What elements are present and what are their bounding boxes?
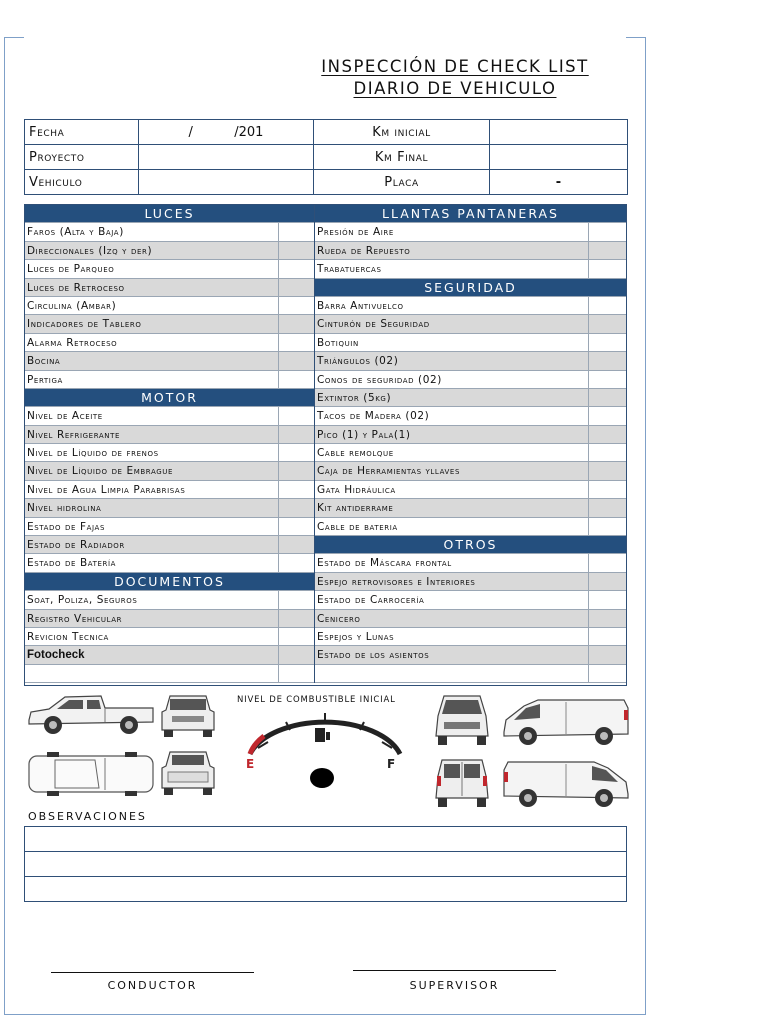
km-final-label: Km Final (314, 145, 490, 170)
checklist-item-checkbox[interactable] (588, 591, 626, 608)
checklist-item-checkbox[interactable] (588, 499, 626, 516)
checklist-grid (24, 204, 627, 686)
frame-left-border (4, 37, 5, 1015)
checklist-item-checkbox[interactable] (278, 352, 314, 369)
van-side-view-right-icon (500, 756, 632, 812)
checklist-item-checkbox[interactable] (278, 536, 314, 553)
checklist-item-label: Rueda de Repuesto (317, 244, 411, 257)
proyecto-field[interactable] (139, 145, 314, 170)
checklist-item-checkbox[interactable] (588, 481, 626, 498)
checklist-left-column (25, 205, 314, 683)
checklist-item-label: Kit antiderrame (317, 502, 394, 515)
checklist-item-checkbox[interactable] (278, 518, 314, 535)
left-checklist-item[interactable] (25, 297, 314, 315)
checklist-item-checkbox[interactable] (278, 628, 314, 645)
left-checklist-item[interactable] (25, 260, 314, 278)
checklist-item-label: Nivel Refrigerante (27, 428, 120, 441)
placa-label: Placa (314, 170, 490, 195)
checklist-item-checkbox[interactable] (588, 628, 626, 645)
right-checklist-item[interactable] (315, 315, 626, 333)
checklist-item-checkbox[interactable] (278, 499, 314, 516)
checklist-item-label: Bocina (27, 355, 61, 368)
checklist-item-label: Fotocheck (27, 649, 85, 662)
proyecto-label: Proyecto (25, 145, 139, 170)
checklist-item-checkbox[interactable] (588, 573, 626, 590)
section-header-label: LUCES (144, 206, 195, 221)
pickup-side-view-icon (25, 690, 157, 740)
checklist-item-checkbox[interactable] (278, 371, 314, 388)
checklist-item-label: Cable remolque (317, 447, 394, 460)
fuel-level-label: NIVEL DE COMBUSTIBLE INICIAL (237, 695, 396, 705)
left-checklist-item[interactable] (25, 518, 314, 536)
checklist-item-checkbox[interactable] (588, 242, 626, 259)
left-checklist-item[interactable] (25, 462, 314, 480)
checklist-item-label: Luces de Retroceso (27, 281, 125, 294)
checklist-item-checkbox[interactable] (278, 462, 314, 479)
checklist-item-label: Soat, Poliza, Seguros (27, 594, 138, 607)
frame-corner-top-left (4, 37, 24, 38)
right-checklist-item[interactable] (315, 334, 626, 352)
section-header-label: MOTOR (141, 389, 198, 405)
checklist-item-label: Espejo retrovisores e Interiores (317, 575, 476, 588)
checklist-item-label: Estado de los asientos (317, 649, 430, 662)
checklist-item-label: Tacos de Madera (02) (317, 410, 430, 423)
observaciones-line-2[interactable] (25, 852, 627, 877)
section-header-label: DOCUMENTOS (114, 573, 225, 589)
km-inicial-field[interactable] (490, 120, 628, 145)
checklist-item-checkbox[interactable] (588, 389, 626, 406)
fuel-empty-label: E (246, 757, 255, 771)
fecha-label: Fecha (25, 120, 139, 145)
right-checklist-item[interactable] (315, 610, 626, 628)
right-checklist-item[interactable] (315, 628, 626, 646)
checklist-item-label: Indicadores de Tablero (27, 318, 142, 331)
placa-field[interactable]: - (490, 170, 628, 195)
checklist-item-checkbox[interactable] (588, 260, 626, 277)
header-row-fecha (25, 120, 628, 145)
van-side-view-left-icon (500, 694, 632, 750)
right-checklist-item[interactable] (315, 554, 626, 572)
frame-bottom-border (4, 1014, 646, 1015)
right-checklist-item[interactable] (315, 646, 626, 664)
checklist-item-checkbox[interactable] (588, 518, 626, 535)
document-subtitle: DIARIO DE VEHICULO (353, 79, 557, 98)
checklist-item-label: Estado de Radiador (27, 539, 125, 552)
van-front-view-icon (432, 692, 492, 750)
checklist-item-checkbox[interactable] (278, 610, 314, 627)
left-checklist-item[interactable] (25, 407, 314, 425)
observaciones-line-3[interactable] (25, 877, 627, 902)
checklist-item-checkbox[interactable] (278, 297, 314, 314)
fuel-full-label: F (387, 757, 396, 771)
right-checklist-item[interactable] (315, 481, 626, 499)
left-checklist-item[interactable] (25, 481, 314, 499)
checklist-item-checkbox[interactable] (278, 223, 314, 240)
checklist-item-label: Trabatuercas (317, 263, 382, 276)
checklist-item-label: Conos de seguridad (02) (317, 373, 442, 386)
right-checklist-item[interactable] (315, 426, 626, 444)
checklist-item-label: Botiquin (317, 336, 359, 349)
checklist-item-label: Faros (Alta y Baja) (27, 226, 124, 239)
checklist-item-checkbox[interactable] (588, 444, 626, 461)
checklist-item-label: Cable de bateria (317, 520, 398, 533)
checklist-item-label: Nivel de Aceite (27, 410, 103, 423)
left-checklist-item[interactable] (25, 352, 314, 370)
supervisor-label: SUPERVISOR (409, 979, 500, 992)
right-section-header (315, 536, 626, 554)
right-checklist-item[interactable] (315, 352, 626, 370)
checklist-item-checkbox[interactable] (588, 610, 626, 627)
checklist-item-checkbox[interactable] (588, 426, 626, 443)
pickup-top-view-icon (25, 750, 157, 800)
km-inicial-label: Km inicial (314, 120, 490, 145)
observaciones-line-1[interactable] (25, 827, 627, 852)
checklist-item-label: Nivel de Agua Limpia Parabrisas (27, 483, 186, 496)
left-checklist-item[interactable] (25, 628, 314, 646)
left-checklist-item[interactable] (25, 223, 314, 241)
header-row-vehiculo (25, 170, 628, 195)
right-checklist-item[interactable] (315, 499, 626, 517)
section-header-label: SEGURIDAD (424, 279, 517, 295)
left-checklist-item[interactable] (25, 610, 314, 628)
checklist-item-checkbox[interactable] (278, 591, 314, 608)
checklist-item-checkbox[interactable] (588, 223, 626, 240)
checklist-item-label: Cinturón de Seguridad (317, 318, 430, 331)
supervisor-signature-line[interactable] (353, 970, 556, 971)
observaciones-table (24, 826, 627, 902)
checklist-item-checkbox[interactable] (588, 371, 626, 388)
right-checklist-item[interactable] (315, 371, 626, 389)
checklist-item-checkbox[interactable] (278, 315, 314, 332)
left-checklist-item[interactable] (25, 444, 314, 462)
checklist-item-label: Cenicero (317, 612, 361, 625)
left-checklist-item[interactable] (25, 279, 314, 297)
checklist-item-checkbox[interactable] (588, 315, 626, 332)
checklist-item-label: Nivel de Líquido de Embrague (27, 465, 174, 478)
left-checklist-item[interactable] (25, 334, 314, 352)
right-checklist-item[interactable] (315, 573, 626, 591)
right-section-header (315, 279, 626, 297)
header-row-proyecto (25, 145, 628, 170)
conductor-signature-line[interactable] (51, 972, 254, 973)
checklist-item-checkbox[interactable] (278, 646, 314, 663)
left-checklist-item[interactable] (25, 426, 314, 444)
checklist-item-checkbox[interactable] (278, 426, 314, 443)
frame-corner-top-right (626, 37, 646, 38)
checklist-item-checkbox[interactable] (278, 260, 314, 277)
right-checklist-item[interactable] (315, 242, 626, 260)
left-section-header (25, 573, 314, 591)
left-checklist-item[interactable] (25, 646, 314, 664)
right-checklist-item[interactable] (315, 665, 626, 683)
frame-right-border (645, 37, 646, 1015)
checklist-item-label: Estado de Carrocería (317, 594, 425, 607)
checklist-item-checkbox[interactable] (588, 407, 626, 424)
header-info-table (24, 119, 628, 195)
left-checklist-item[interactable] (25, 554, 314, 572)
checklist-item-label: Espejos y Lunas (317, 630, 395, 643)
fuel-gauge-icon[interactable] (240, 708, 410, 792)
checklist-item-label: Presión de Aire (317, 226, 394, 239)
right-checklist-item[interactable] (315, 407, 626, 425)
left-checklist-item[interactable] (25, 371, 314, 389)
checklist-item-checkbox[interactable] (588, 646, 626, 663)
checklist-item-checkbox[interactable] (278, 444, 314, 461)
section-header-label: LLANTAS PANTANERAS (381, 206, 559, 221)
checklist-item-label: Caja de Herramientas yllaves (317, 465, 460, 478)
checklist-item-label: Triángulos (02) (317, 355, 399, 368)
vehiculo-field[interactable] (139, 170, 314, 195)
checklist-item-checkbox[interactable] (588, 462, 626, 479)
fecha-field[interactable]: / /201 (139, 120, 314, 145)
right-checklist-item[interactable] (315, 518, 626, 536)
checklist-item-checkbox[interactable] (278, 407, 314, 424)
checklist-item-checkbox[interactable] (278, 279, 314, 296)
right-section-header (315, 205, 626, 223)
checklist-item-label: Revicion Tecnica (27, 630, 109, 643)
checklist-item-label: Estado de Batería (27, 557, 117, 570)
checklist-item-checkbox[interactable] (588, 334, 626, 351)
left-section-header (25, 205, 314, 223)
checklist-right-column (314, 205, 626, 683)
vehiculo-label: Vehiculo (25, 170, 139, 195)
checklist-item-checkbox[interactable] (278, 481, 314, 498)
pickup-rear-view-icon (160, 748, 216, 798)
checklist-item-label: Luces de Parqueo (27, 263, 115, 276)
left-checklist-item[interactable] (25, 536, 314, 554)
pickup-front-view-icon (160, 690, 216, 740)
left-checklist-item[interactable] (25, 499, 314, 517)
section-header-label: OTROS (443, 537, 498, 553)
checklist-item-label: Alarma Retroceso (27, 336, 118, 349)
checklist-item-label: Barra Antivuelco (317, 299, 404, 312)
right-checklist-item[interactable] (315, 444, 626, 462)
km-final-field[interactable] (490, 145, 628, 170)
right-checklist-item[interactable] (315, 297, 626, 315)
checklist-item-checkbox[interactable] (588, 665, 626, 682)
checklist-item-label: Estado de Máscara frontal (317, 557, 452, 570)
left-checklist-item[interactable] (25, 591, 314, 609)
left-checklist-item[interactable] (25, 315, 314, 333)
right-checklist-item[interactable] (315, 389, 626, 407)
checklist-item-label: Estado de Fajas (27, 520, 105, 533)
right-checklist-item[interactable] (315, 260, 626, 278)
checklist-item-label: Pico (1) y Pala(1) (317, 428, 411, 441)
checklist-item-checkbox[interactable] (588, 352, 626, 369)
checklist-item-label: Nivel de Líquido de frenos (27, 447, 159, 460)
conductor-label: CONDUCTOR (107, 979, 198, 992)
checklist-item-label: Nivel hidrolina (27, 502, 102, 515)
document-title: INSPECCIÓN DE CHECK LIST (321, 57, 589, 76)
checklist-item-label: Direccionales (Izq y der) (27, 244, 153, 257)
checklist-item-label: Extintor (5kg) (317, 391, 392, 404)
van-rear-view-icon (432, 756, 492, 812)
checklist-item-checkbox[interactable] (588, 297, 626, 314)
checklist-item-label: Gata Hidráulica (317, 483, 396, 496)
right-checklist-item[interactable] (315, 223, 626, 241)
right-checklist-item[interactable] (315, 462, 626, 480)
checklist-item-checkbox[interactable] (278, 665, 314, 682)
right-checklist-item[interactable] (315, 591, 626, 609)
left-checklist-item[interactable] (25, 242, 314, 260)
checklist-item-checkbox[interactable] (588, 554, 626, 571)
checklist-item-checkbox[interactable] (278, 334, 314, 351)
left-checklist-item[interactable] (25, 665, 314, 683)
checklist-item-checkbox[interactable] (278, 554, 314, 571)
checklist-item-label: Pertiga (27, 373, 63, 386)
observaciones-label: OBSERVACIONES (28, 810, 147, 823)
checklist-item-label: Registro Vehicular (27, 612, 123, 625)
checklist-item-label: Circulina (Ambar) (27, 299, 117, 312)
left-section-header (25, 389, 314, 407)
checklist-item-checkbox[interactable] (278, 242, 314, 259)
